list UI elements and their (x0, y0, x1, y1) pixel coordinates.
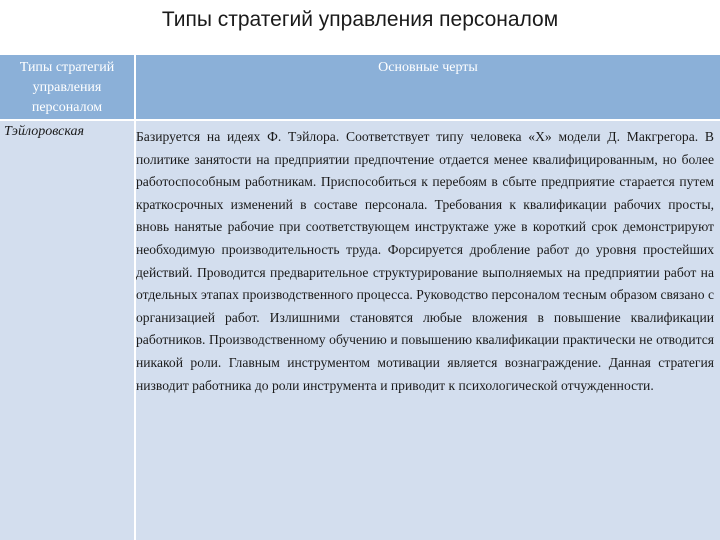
strategy-type-name: Тэйлоровская (4, 124, 85, 139)
row-description-cell (136, 121, 720, 540)
row-type-cell (0, 121, 134, 540)
header-strategy-types: Типы стратегий управления персоналом (0, 55, 134, 119)
strategy-table (0, 55, 720, 540)
header-main-features: Основные черты (136, 55, 720, 119)
page-title: Типы стратегий управления персоналом (161, 8, 559, 31)
strategy-description: Базируется на идеях Ф. Тэйлора. Соответствует типу человека «Х» модели Д. Макгрегора. В политике занятости на предприятии предпочтение отдается менее квалифицированным, но более работоспособным работникам. Приспособиться к перебоям в сбыте предприятие старается путем краткосрочных изменений в составе персонала. Требования к квалификации рабочих просты, вновь нанятые рабочие при соответствующем инструктаже уже в короткий срок демонстрируют необходимую производительность труда. Форсируется дробление работ до уровня простейших действий. Проводится предварительное структурирование выполняемых на предприятии работ на отдельных этапах производственного процесса. Руководство персоналом тесным образом связано с организацией работ. Излишними становятся любые вложения в повышение квалификации работников. Производственному обучению и повышению квалификации практически не отводится никакой роли. Главным инструментом мотивации является вознаграждение. Данная стратегия низводит работника до роли инструмента и приводит к психологической отчужденности. (136, 129, 714, 393)
